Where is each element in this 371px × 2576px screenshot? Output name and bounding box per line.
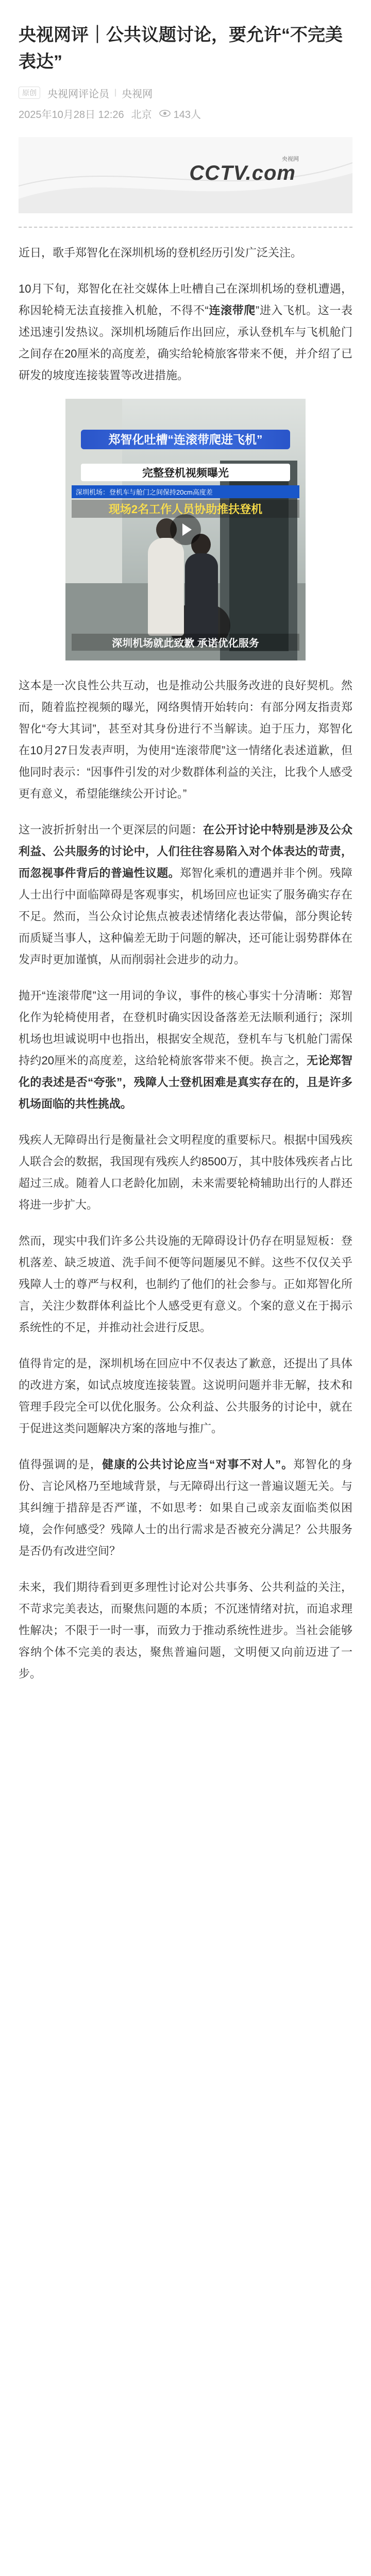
cctv-logo-cn: 央视网 bbox=[282, 156, 299, 162]
divider bbox=[19, 227, 352, 228]
article-title: 央视网评｜公共议题讨论，要允许“不完美表达” bbox=[19, 25, 343, 72]
publish-location: 北京 bbox=[131, 109, 152, 121]
publish-date: 2025年10月28日 12:26 bbox=[19, 109, 124, 121]
meta-row bbox=[19, 103, 352, 124]
source-name[interactable]: 央视网 bbox=[122, 88, 153, 100]
news-video[interactable] bbox=[65, 399, 306, 660]
author-separator: | bbox=[114, 88, 117, 97]
video-caption-ticker: 深圳机场：登机车与舱门之间保持20cm高度差 bbox=[72, 485, 299, 498]
text-segment: 郑智化乘机的遭遇并非个例。残障人士出行中面临障碍是客观事实，机场回应也证实了服务确实存在不足。然而，当公众讨论焦点被表述情绪化表达带偏，部分舆论转而质疑当事人，这种偏差无助于问题的解决，还可能让弱势群体在发声时更加谨慎，从而削弱社会进步的动力。 bbox=[19, 867, 352, 966]
cctv-logo bbox=[189, 156, 299, 185]
bold-text: 在公开讨论中特别是涉及公众利益、公共服务的讨论中，人们往往容易陷入对个体表达的苛责，而忽视事件背后的普遍性议题。 bbox=[19, 823, 352, 879]
banner-swoosh bbox=[19, 137, 352, 213]
video-caption-scene: 现场2名工作人员协助推扶登机 bbox=[72, 500, 299, 518]
text-segment: 这本是一次良性公共互动，也是推动公共服务改进的良好契机。然而，随着监控视频的曝光，网络舆情开始转向：有部分网友指责郑智化“夸大其词”，甚至对其身份进行不当解读。迫于压力，郑智化在10月27日发表声明，为使用“连滚带爬”这一情绪化表述道歉，但他同时表示：“因事件引发的对少数群体利益的关注，比我个人感受更有意义，希望能继续公开讨论。” bbox=[19, 679, 352, 800]
paragraph bbox=[19, 242, 352, 264]
text-segment: 值得强调的是， bbox=[19, 1458, 102, 1471]
text-segment: 这一波折折射出一个更深层的问题： bbox=[19, 823, 203, 836]
video-caption-bottom: 深圳机场就此致歉 承诺优化服务 bbox=[72, 634, 299, 651]
bold-text: 健康的公共讨论应当“对事不对人”。 bbox=[102, 1458, 294, 1471]
text-segment: ”进入飞机。这一表述迅速引发热议。深圳机场随后作出回应，承认登机车与飞机舱门之间存在20厘米的高度差，确实给轮椅旅客带来不便，并介绍了已研发的坡度连接装置等改进措施。 bbox=[19, 304, 352, 382]
paragraph bbox=[19, 1129, 352, 1216]
view-count-value: 143人 bbox=[173, 109, 201, 121]
bold-text: 连滚带爬 bbox=[208, 304, 256, 317]
paragraph bbox=[19, 675, 352, 805]
text-segment: 然而，现实中我们许多公共设施的无障碍设计仍存在明显短板：登机落差、缺乏坡道、洗手间不便等问题屡见不鲜。这些不仅仅关乎残障人士的尊严与权利，也制约了他们的社会参与。正如郑智化所言，关注少数群体利益比个人感受更有意义。个案的意义在于揭示系统性的不足，并推动社会进行反思。 bbox=[19, 1234, 352, 1334]
text-segment: 当社会能够容纳个体不完美的表达，聚焦普遍问题，文明便又向前迈进了一步。 bbox=[19, 1624, 352, 1680]
text-segment: 郑智化的身份、言论风格乃至地域背景，与无障碍出行这一普遍议题无关。与其纠缠于措辞是否严谨，不如思考：如果自己或亲友面临类似困境，会作何感受？残障人士的出行需求是否被充分满足？公共服务是否仍有改进空间？ bbox=[19, 1458, 352, 1557]
text-segment: 不苛求完美表达，而聚焦问题的本质；不沉迷情绪对抗，而追求理性解决；不限于一时一事，而致力于推动系统性进步。 bbox=[19, 1602, 352, 1637]
article-body bbox=[0, 227, 371, 1685]
play-button[interactable] bbox=[170, 514, 201, 545]
bold-text: 无论郑智化的表述是否“夸张”，残障人士登机困难是真实存在的，且是许多机场面临的共性挑战。 bbox=[19, 1054, 352, 1110]
text-segment: 残疾人无障碍出行是衡量社会文明程度的重要标尺。根据中国残疾人联合会的数据，我国现有残疾人约8500万，其中肢体残疾者占比超过三成。随着人口老龄化加剧，未来需要轮椅辅助出行的人群还将进一步扩大。 bbox=[19, 1133, 352, 1211]
paragraph bbox=[19, 1353, 352, 1439]
paragraph bbox=[19, 985, 352, 1115]
text-segment: 值得肯定的是，深圳机场在回应中不仅表达了歉意，还提出了具体的改进方案，如试点坡度连接装置。这说明问题并非无解，技术和管理手段完全可以优化服务。公众利益、公共服务的讨论中，就在于促进这类问题解决方案的落地与推广。 bbox=[19, 1357, 352, 1435]
video-caption-title: 郑智化吐槽“连滚带爬进飞机” bbox=[81, 430, 290, 449]
view-count bbox=[159, 106, 208, 121]
author-row bbox=[19, 82, 352, 103]
text-segment: 近日，歌手郑智化在深圳机场的登机经历引发广泛关注。 bbox=[19, 246, 302, 259]
cctv-banner bbox=[19, 137, 352, 213]
author-name[interactable]: 央视网评论员 bbox=[47, 88, 109, 100]
text-segment: 未来，我们期待看到更多理性讨论对公共事务、公共利益的关注， bbox=[19, 1581, 352, 1594]
paragraph bbox=[19, 278, 352, 386]
video-passenger bbox=[185, 553, 218, 646]
eye-icon bbox=[159, 110, 171, 117]
paragraph bbox=[19, 1577, 352, 1685]
paragraph bbox=[19, 819, 352, 971]
cctv-logo-text: CCTV.com bbox=[189, 162, 296, 184]
video-caption-subtitle: 完整登机视频曝光 bbox=[81, 464, 290, 481]
paragraph bbox=[19, 1230, 352, 1338]
text-segment: 抛开“连滚带爬”这一用词的争议，事件的核心事实十分清晰：郑智化作为轮椅使用者，在登机时确实因设备落差无法顺利通行；深圳机场也坦诚说明中也指出，根据安全规范，登机车与飞机舱门需保持约20厘米的高度差，这给轮椅旅客带来不便。换言之， bbox=[19, 989, 352, 1067]
article-header bbox=[0, 0, 371, 124]
paragraph bbox=[19, 1454, 352, 1562]
text-segment: 10月下旬，郑智化在社交媒体上吐槽自己在深圳机场的登机遭遇，称因轮椅无法直接推入机舱，不得不“ bbox=[19, 282, 352, 317]
original-tag: 原创 bbox=[19, 87, 40, 99]
video-staff bbox=[148, 538, 184, 636]
